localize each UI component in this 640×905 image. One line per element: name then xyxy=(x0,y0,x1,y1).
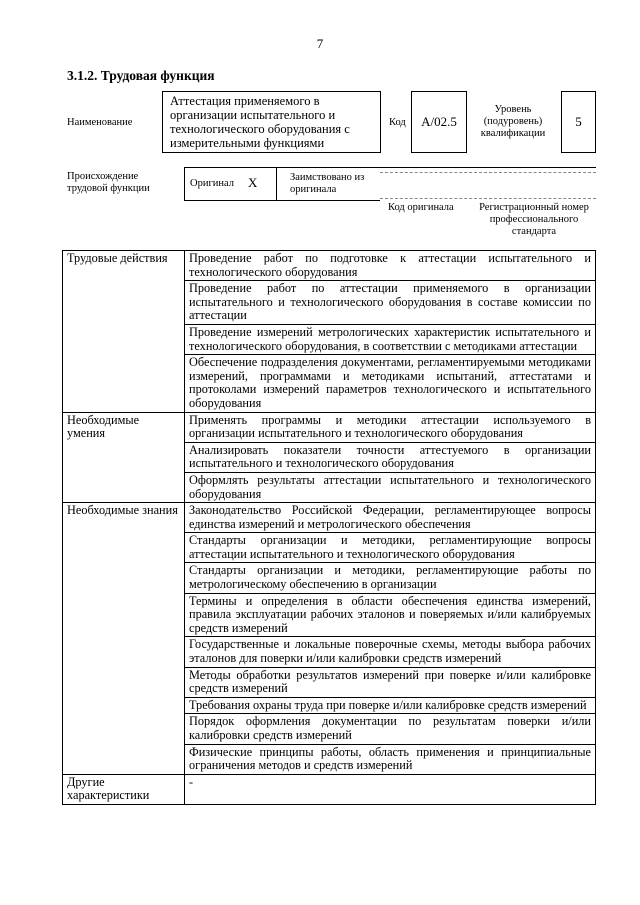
table-row xyxy=(63,251,596,281)
origin-bottom-border xyxy=(184,200,380,201)
category-cell: Трудовые действия xyxy=(63,251,185,413)
item-cell: Обеспечение подразделения документами, регламентируемыми методиками измерений, программами и методиками испытаний, аттестатами и протоколами измерений параметров технологического и испытательного оборудования xyxy=(185,355,596,412)
original-mark: X xyxy=(248,175,258,190)
item-cell: Физические принципы работы, область применения и принципиальные ограничения методов и средств измерений xyxy=(185,744,596,774)
code-label: Код xyxy=(389,117,406,128)
borrowed-label: Заимствовано из оригинала xyxy=(290,172,365,195)
level-box xyxy=(561,91,596,153)
item-cell: - xyxy=(185,774,596,804)
item-cell: Применять программы и методики аттестации используемого в организации испытательного и технологического оборудования xyxy=(185,412,596,442)
table-row xyxy=(63,503,596,533)
function-name-value: Аттестация применяемого в организации испытательного и технологического оборудования с измерительными функциями xyxy=(170,94,350,150)
section-title: 3.1.2. Трудовая функция xyxy=(67,68,215,83)
table-row xyxy=(63,412,596,442)
item-cell: Анализировать показатели точности аттестуемого в организации испытательного и технологического оборудования xyxy=(185,442,596,472)
category-cell: Другие характеристики xyxy=(63,774,185,804)
item-cell: Проведение работ по аттестации применяемого в организации испытательного и технологического оборудования в составе комиссии по аттестации xyxy=(185,281,596,325)
item-cell: Законодательство Российской Федерации, регламентирующее вопросы единства измерений и метрологического обеспечения xyxy=(185,503,596,533)
reg-number-label: Регистрационный номер профессионального стандарта xyxy=(479,202,589,237)
original-label: Оригинал xyxy=(190,178,234,189)
item-cell: Термины и определения в области обеспечения единства измерений, правила эксплуатации рабочих эталонов и поверяемых и/или калибруемых средств измерений xyxy=(185,593,596,637)
origin-label: Происхождение трудовой функции xyxy=(67,171,150,194)
function-name-box xyxy=(162,91,381,153)
category-cell: Необходимые знания xyxy=(63,503,185,775)
item-cell: Стандарты организации и методики, регламентирующие работы по метрологическому обеспечению в организации xyxy=(185,563,596,593)
item-cell: Проведение работ по подготовке к аттестации испытательного и технологического оборудования xyxy=(185,251,596,281)
code-original-label: Код оригинала xyxy=(388,202,454,213)
item-cell: Стандарты организации и методики, регламентирующие вопросы аттестации испытательного и технологического оборудования xyxy=(185,533,596,563)
origin-dash-bottom xyxy=(380,198,596,199)
item-cell: Проведение измерений метрологических характеристик испытательного и технологического оборудования, в соответствии с методиками аттестации xyxy=(185,324,596,354)
level-value: 5 xyxy=(575,114,582,129)
origin-separator xyxy=(276,167,277,201)
origin-left-border xyxy=(184,167,185,201)
name-label: Наименование xyxy=(67,117,133,128)
origin-dash-top xyxy=(380,172,596,173)
level-label: Уровень (подуровень) квалификации xyxy=(480,104,546,139)
code-value: A/02.5 xyxy=(421,114,457,129)
page-number: 7 xyxy=(316,36,324,51)
item-cell: Методы обработки результатов измерений при поверке и/или калибровке средств измерений xyxy=(185,667,596,697)
code-box xyxy=(411,91,467,153)
table-row xyxy=(63,774,596,804)
item-cell: Требования охраны труда при поверке и/или калибровке средств измерений xyxy=(185,697,596,714)
item-cell: Государственные и локальные поверочные схемы, методы выбора рабочих эталонов для поверки и/или калибровки средств измерений xyxy=(185,637,596,667)
origin-top-border xyxy=(184,167,596,168)
item-cell: Порядок оформления документации по результатам поверки и/или калибровки средств измерений xyxy=(185,714,596,744)
item-cell: Оформлять результаты аттестации испытательного и технологического оборудования xyxy=(185,472,596,502)
function-table xyxy=(62,250,596,805)
category-cell: Необходимые умения xyxy=(63,412,185,503)
